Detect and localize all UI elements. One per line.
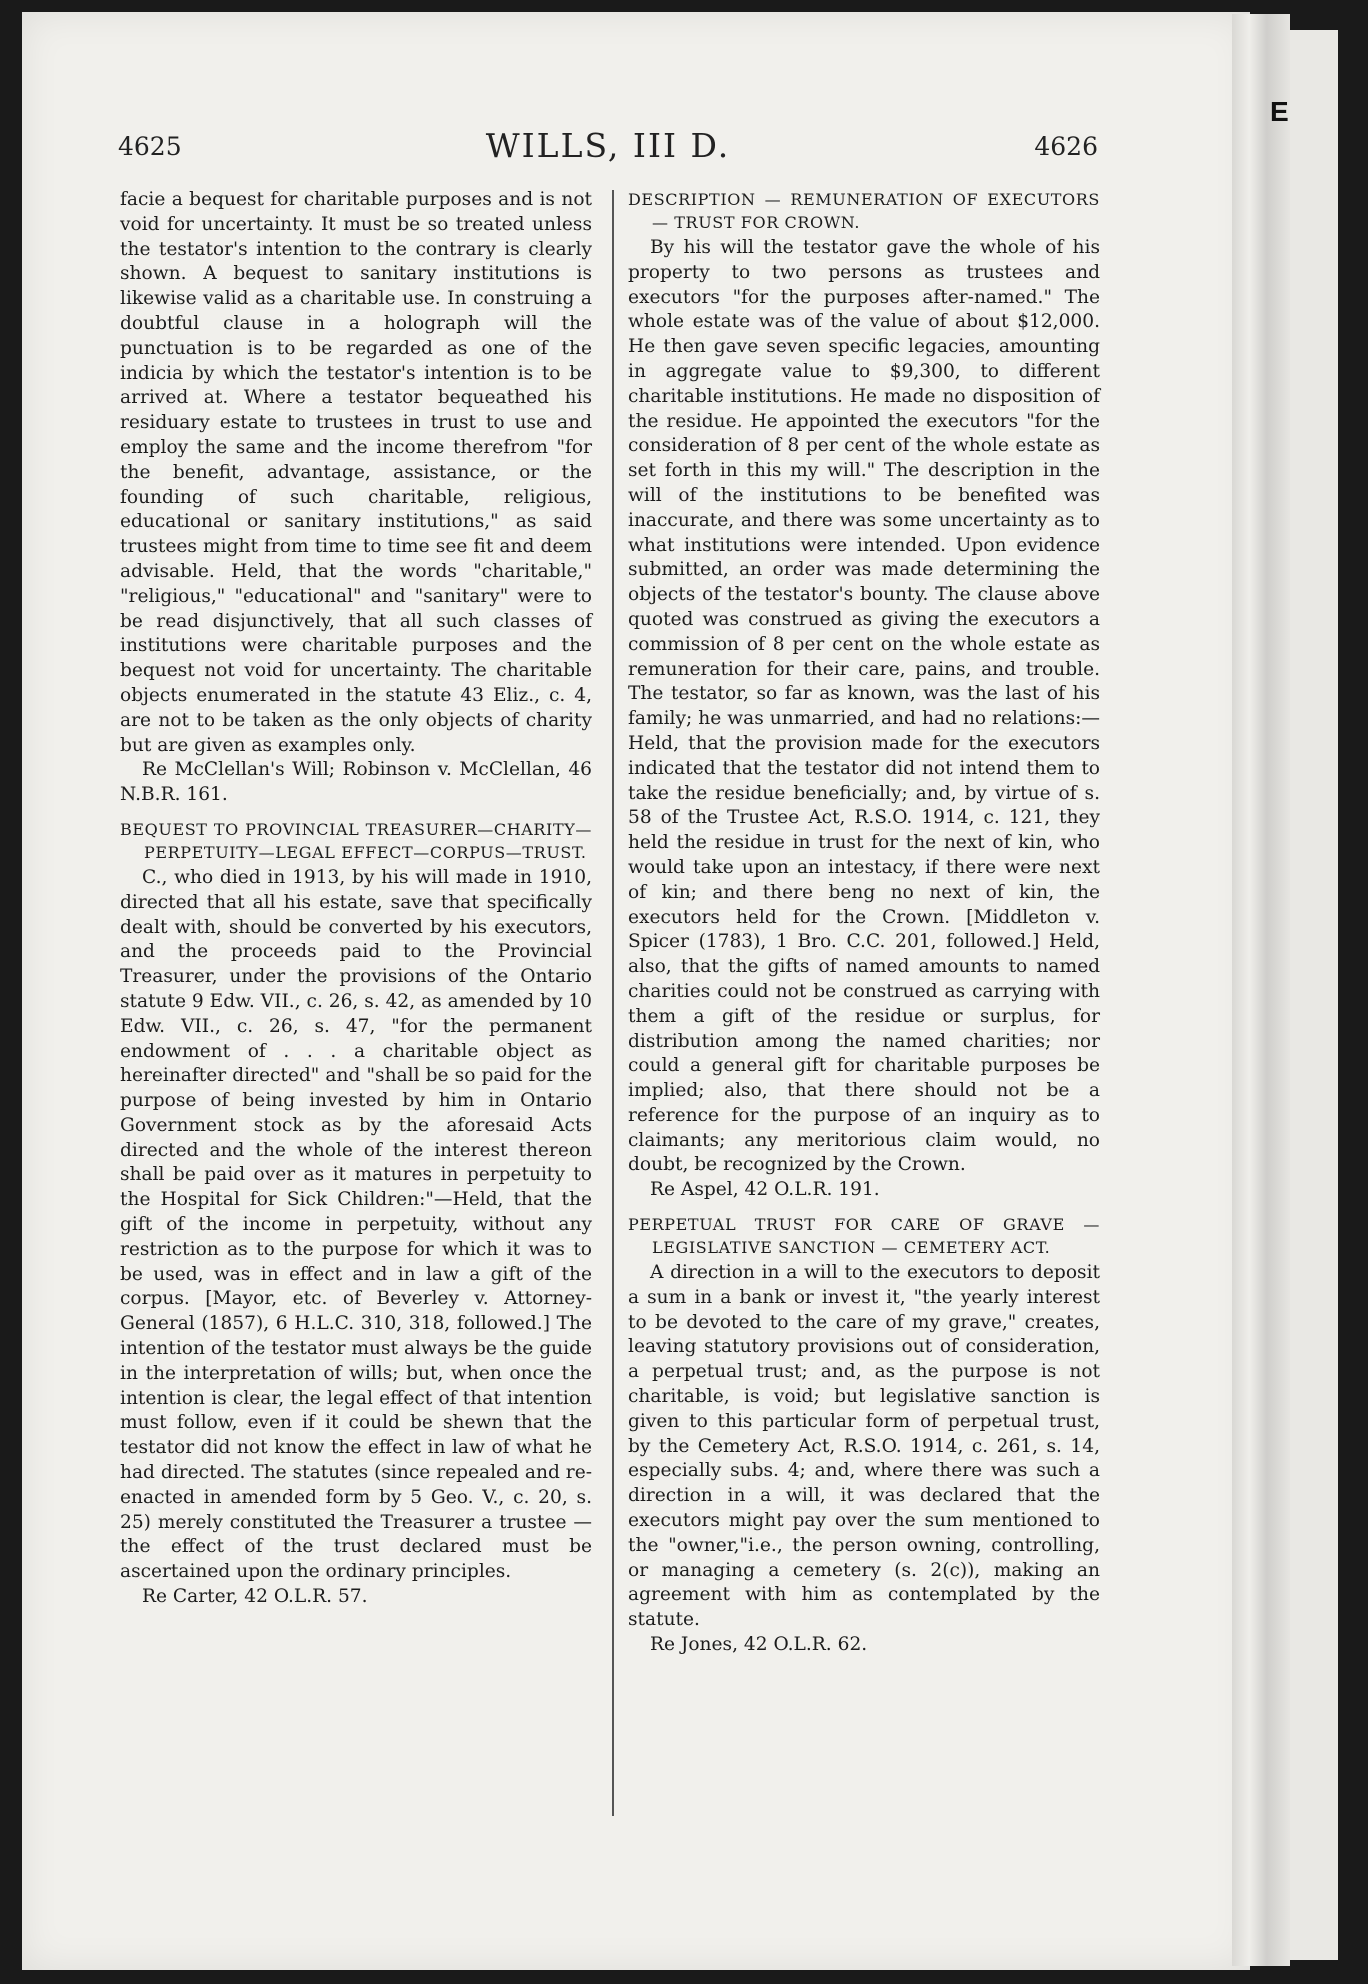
running-header: [118, 126, 1098, 176]
paragraph: C., who died in 1913, by his will made in 1910, directed that all his estate, save that specifically dealt with, should be converted by his executors, and the proceeds paid to the Provincial Treasurer, under the provisions of the Ontario statute 9 Edw. VII., c. 26, s. 42, as amended by 10 Edw. VII., c. 26, s. 47, "for the permanent endowment of . . . a charitable object as hereinafter directed" and "shall be so paid for the purpose of being invested by him in Ontario Government stock as by the aforesaid Acts directed and the whole of the interest thereon shall be paid over as it matures in perpetuity to the Hospital for Sick Children:"—Held, that the gift of the income in perpetuity, without any restriction as to the purpose for which it was to be used, was in effect and in law a gift of the corpus. [Mayor, etc. of Beverley v. Attorney-General (1857), 6 H.L.C. 310, 318, followed.] The intention of the testator must always be the guide in the interpretation of wills; but, when once the intention is clear, the legal effect of that intention must follow, even if it could be shewn that the testator did not know the effect in law of what he had directed. The statutes (since repealed and re-enacted in amended form by 5 Geo. V., c. 20, s. 25) merely constituted the Treasurer a trustee —the effect of the trust declared must be ascertained upon the ordinary principles.: [120, 866, 593, 1583]
case-citation: Re Carter, 42 O.L.R. 57.: [142, 1586, 368, 1608]
page-edge-inner: [1290, 30, 1338, 1960]
right-column: [628, 188, 1100, 1668]
edge-mark: E: [1270, 96, 1289, 127]
paragraph: facie a bequest for charitable purposes and is not void for uncertainty. It must be so treated unless the testator's intention to the contrary is clearly shown. A bequest to sanitary institutions is likewise valid as a charitable use. In construing a doubtful clause in a holograph will the punctuation is to be regarded as one of the indicia by which the testator's intention is to be arrived at. Where a testator bequeathed his residuary estate to trustees in trust to use and employ the same and the income therefrom "for the benefit, advantage, assistance, or the founding of such charitable, religious, educational or sanitary institutions," as said trustees might from time to time see fit and deem advisable. Held, that the words "charitable," "religious," "educational" and "sanitary" were to be read disjunctively, that all such classes of institutions were charitable purposes and the bequest not void for uncertainty. The charitable objects enumerated in the statute 43 Eliz., c. 4, are not to be taken as the only objects of charity but are given as examples only.: [120, 189, 592, 756]
page-number-right: 4626: [1034, 132, 1098, 161]
page-number-left: 4625: [118, 132, 182, 161]
section-heading: BEQUEST TO PROVINCIAL TREASURER—CHARITY—PERPETUITY—LEGAL EFFECT—CORPUS—TRUST.: [120, 819, 592, 862]
section-heading: DESCRIPTION — REMUNERATION OF EXECUTORS — TRUST FOR CROWN.: [628, 190, 1100, 232]
case-citation: Re McClellan's Will; Robinson v. McClellan, 46 N.B.R. 161.: [120, 759, 592, 806]
page-edge: [1232, 14, 1290, 1966]
column-divider: [612, 190, 614, 1816]
running-title: WILLS, III D.: [485, 126, 731, 165]
left-column: [120, 188, 592, 1620]
paragraph: By his will the testator gave the whole of his property to two persons as trustees and executors "for the purposes after-named." The whole estate was of the value of about $12,000. He then gave seven specific legacies, amounting in aggregate value to $9,300, to different charitable institutions. He made no disposition of the residue. He appointed the executors "for the consideration of 8 per cent of the whole estate as set forth in this my will." The description in the will of the institutions to be benefited was inaccurate, and there was some uncertainty as to what institutions were intended. Upon evidence submitted, an order was made determining the objects of the testator's bounty. The clause above quoted was construed as giving the executors a commission of 8 per cent on the whole estate as remuneration for their care, pains, and trouble. The testator, so far as known, was the last of his family; he was unmarried, and had no relations:—Held, that the provision made for the executors indicated that the testator did not intend them to take the residue beneficially; and, by virtue of s. 58 of the Trustee Act, R.S.O. 1914, c. 121, they held the residue in trust for the next of kin, who would take upon an intestacy, if there were next of kin; and there beng no next of kin, the executors held for the Crown. [Middleton v. Spicer (1783), 1 Bro. C.C. 201, followed.] Held, also, that the gifts of named amounts to named charities could not be construed as carrying with them a gift of the residue or surplus, for distribution among the named charities; nor could a general gift for charitable purposes be implied; also, that there should not be a reference for the purpose of an inquiry as to claimants; any meritorious claim would, no doubt, be recognized by the Crown.: [628, 237, 1100, 1176]
paragraph: A direction in a will to the executors to deposit a sum in a bank or invest it, "the yearly interest to be devoted to the care of my grave," creates, leaving statutory provisions out of consideration, a perpetual trust; and, as the purpose is not charitable, is void; but legislative sanction is given to this particular form of perpetual trust, by the Cemetery Act, R.S.O. 1914, c. 261, s. 14, especially subs. 4; and, where there was such a direction in a will, it was declared that the executors might pay over the sum mentioned to the "owner,"i.e., the person owning, controlling, or managing a cemetery (s. 2(c)), making an agreement with him as contemplated by the statute.: [628, 1262, 1100, 1631]
case-citation: Re Jones, 42 O.L.R. 62.: [650, 1634, 868, 1656]
section-heading: PERPETUAL TRUST FOR CARE OF GRAVE — LEGISLATIVE SANCTION — CEMETERY ACT.: [628, 1215, 1100, 1258]
case-citation: Re Aspel, 42 O.L.R. 191.: [650, 1179, 880, 1201]
